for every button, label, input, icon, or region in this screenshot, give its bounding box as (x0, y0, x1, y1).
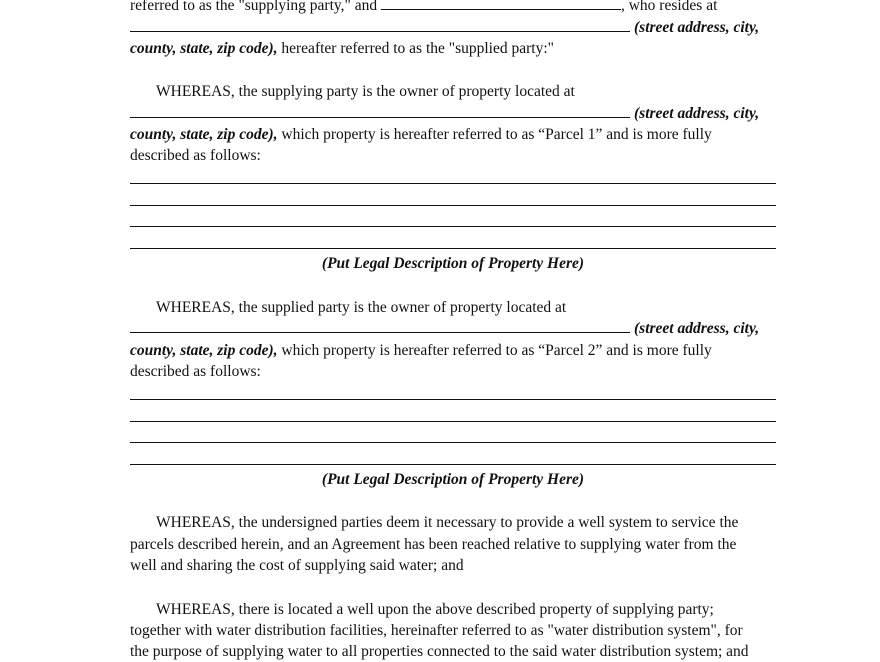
intro-line-3 (130, 38, 554, 59)
supplied-party-address-blank[interactable] (130, 18, 630, 32)
parcel2-legal-line-2[interactable] (130, 421, 776, 422)
address-hint-2: county, state, zip code), (130, 40, 278, 57)
intro-line-1 (130, 0, 717, 16)
parcel1-address-blank[interactable] (130, 104, 630, 118)
whereas2-line-3 (130, 340, 712, 361)
parcel1-address-hint-2: county, state, zip code), (130, 126, 278, 143)
whereas3-line-3: well and sharing the cost of supplying said water; and (130, 557, 464, 574)
whereas2-line-4: described as follows: (130, 363, 261, 380)
parcel1-legal-line-1[interactable] (130, 183, 776, 184)
whereas2-line-2 (130, 318, 630, 339)
parcel2-legal-line-4[interactable] (130, 464, 776, 465)
whereas3-line-2: parcels described herein, and an Agreement has been reached relative to supplying water from the (130, 536, 737, 553)
parcel2-legal-caption: (Put Legal Description of Property Here) (321, 471, 585, 488)
whereas1-line-3 (130, 124, 712, 145)
whereas2-line-1: WHEREAS, the supplied party is the owner of property located at (156, 299, 567, 316)
whereas1-line-4: described as follows: (130, 147, 261, 164)
parcel2-legal-line-1[interactable] (130, 399, 776, 400)
intro-text: referred to as the "supplying party," and (130, 0, 378, 14)
whereas4-line-1: WHEREAS, there is located a well upon the above described property of supplying party; (156, 601, 714, 618)
whereas3-line-1: WHEREAS, the undersigned parties deem it necessary to provide a well system to service the (156, 514, 739, 531)
parcel1-address-hint: (street address, city, (634, 105, 760, 122)
intro-text-3: hereafter referred to as the "supplied party:" (281, 40, 554, 57)
parcel2-legal-line-3[interactable] (130, 442, 776, 443)
whereas2-text: which property is hereafter referred to as “Parcel 2” and is more fully (281, 342, 712, 359)
whereas1-text: which property is hereafter referred to as “Parcel 1” and is more fully (281, 126, 712, 143)
parcel1-legal-line-4[interactable] (130, 248, 776, 249)
whereas4-line-3: the purpose of supplying water to all properties connected to the said water distribution system; and (130, 643, 749, 660)
supplied-party-name-blank[interactable] (381, 0, 621, 10)
address-hint: (street address, city, (634, 19, 760, 36)
whereas4-line-2: together with water distribution facilities, hereinafter referred to as "water distribution system", for (130, 622, 743, 639)
parcel2-address-blank[interactable] (130, 319, 630, 333)
parcel1-legal-line-3[interactable] (130, 226, 776, 227)
whereas1-line-2 (130, 103, 630, 124)
parcel1-legal-line-2[interactable] (130, 205, 776, 206)
intro-line-2 (130, 17, 630, 38)
intro-text-2: , who resides at (620, 0, 718, 14)
parcel1-legal-caption: (Put Legal Description of Property Here) (321, 255, 585, 272)
parcel2-address-hint: (street address, city, (634, 320, 760, 337)
whereas1-line-1: WHEREAS, the supplying party is the owner of property located at (156, 83, 575, 100)
parcel2-address-hint-2: county, state, zip code), (130, 342, 278, 359)
